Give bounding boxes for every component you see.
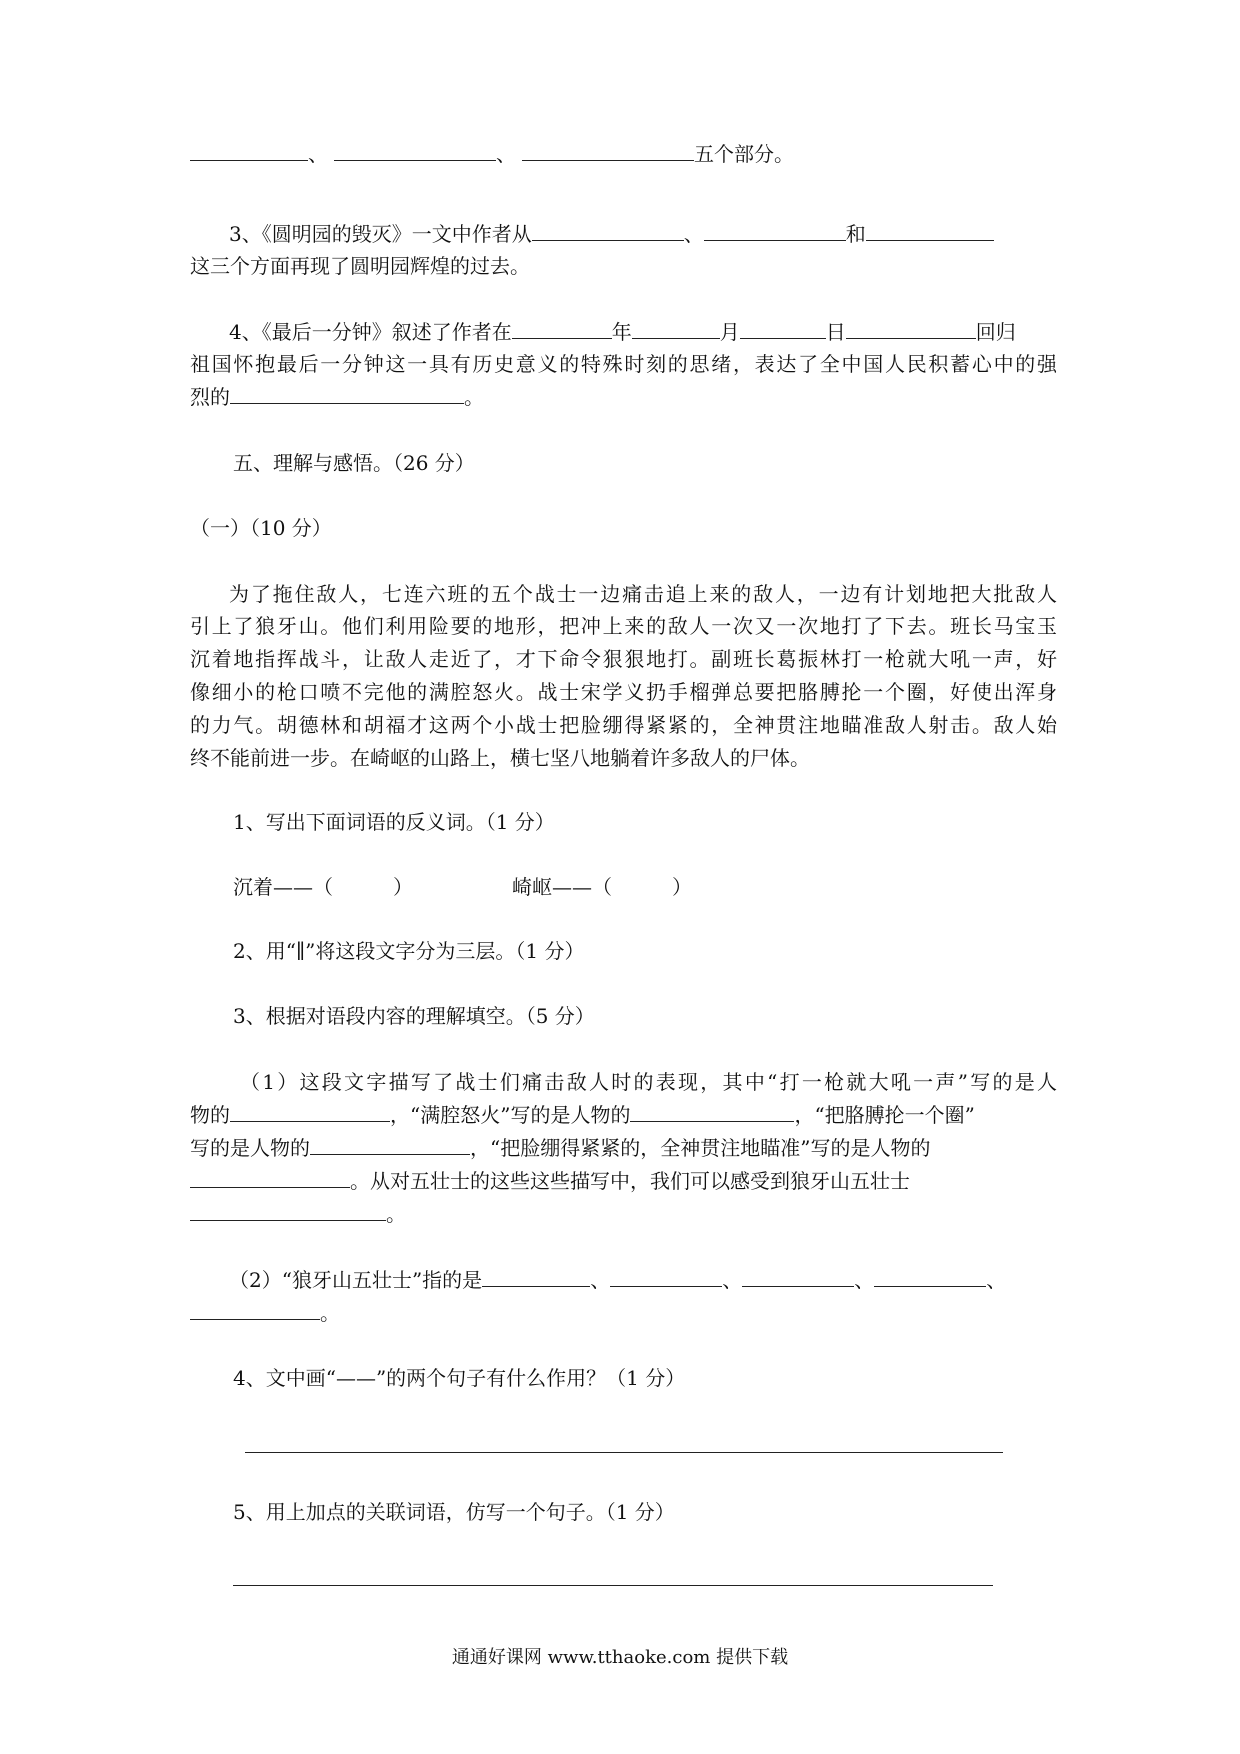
q4-line-1	[229, 316, 1016, 348]
answer-blank[interactable]	[482, 1264, 590, 1287]
q4-line-3	[190, 381, 484, 413]
sq3-text: ，“把胳膊抡一个圈”	[794, 1103, 975, 1127]
separator: 、	[496, 142, 516, 166]
page-footer: 通通好课网 www.tthaoke.com 提供下载	[451, 1647, 789, 1668]
part-heading: （一）（10 分）	[190, 516, 332, 540]
separator: 、	[722, 1268, 743, 1292]
sq3-text: （2）“狼牙山五壮士”指的是	[229, 1268, 483, 1292]
subquestion-3: 3、根据对语段内容的理解填空。（5 分）	[233, 1004, 595, 1028]
q2-ending-text: 五个部分。	[694, 142, 794, 166]
answer-line[interactable]	[233, 1585, 993, 1586]
answer-blank[interactable]	[334, 138, 496, 161]
answer-blank[interactable]	[532, 218, 684, 241]
answer-blank[interactable]	[610, 1264, 722, 1287]
sq3-part1-line	[190, 1132, 930, 1164]
sq3-text: 。从对五壮士的这些这些描写中，我们可以感受到狼牙山五壮士	[350, 1169, 910, 1193]
q4-text: 4、《最后一分钟》叙述了作者在	[229, 320, 512, 344]
answer-blank[interactable]	[866, 218, 994, 241]
sq3-text: 写的是人物的	[190, 1136, 310, 1160]
answer-blank[interactable]	[632, 316, 720, 339]
q3-text: 3、《圆明园的毁灭》一文中作者从	[229, 222, 532, 246]
separator: 、	[590, 1268, 611, 1292]
answer-blank[interactable]	[522, 138, 694, 161]
answer-blank[interactable]	[740, 316, 826, 339]
answer-blank[interactable]	[190, 1198, 386, 1221]
sq3-text: ，“满腔怒火”写的是人物的	[390, 1103, 631, 1127]
passage-line: 沉着地指挥战斗，让敌人走近了，才下命令狠狠地打。副班长葛振林打一枪就大吼一声，好	[190, 647, 1057, 671]
q4-line-2: 祖国怀抱最后一分钟这一具有历史意义的特殊时刻的思绪，表达了全中国人民积蓄心中的强	[190, 352, 1057, 376]
answer-blank[interactable]	[190, 1165, 350, 1188]
subquestion-2: 2、用“∥”将这段文字分为三层。（1 分）	[233, 939, 585, 963]
answer-blank[interactable]	[874, 1264, 986, 1287]
answer-blank[interactable]	[630, 1099, 794, 1122]
period: 。	[464, 385, 484, 409]
q3-line-2: 这三个方面再现了圆明园辉煌的过去。	[190, 254, 530, 278]
passage-line: 像细小的枪口喷不完他的满腔怒火。战士宋学义扔手榴弹总要把胳膊抡一个圈，好使出浑身	[190, 680, 1057, 704]
answer-blank[interactable]	[704, 218, 846, 241]
passage-line: 终不能前进一步。在崎岖的山路上，横七坚八地躺着许多敌人的尸体。	[190, 746, 810, 770]
month-label: 月	[719, 320, 740, 344]
answer-blank[interactable]	[742, 1264, 854, 1287]
passage-line: 为了拖住敌人，七连六班的五个战士一边痛击追上来的敌人，一边有计划地把大批敌人	[229, 582, 1057, 606]
subquestion-1: 1、写出下面词语的反义词。（1 分）	[233, 810, 555, 834]
section-heading: 五、理解与感悟。（26 分）	[233, 451, 475, 475]
sq3-part1-line	[190, 1165, 910, 1197]
subquestion-5: 5、用上加点的关联词语，仿写一个句子。（1 分）	[233, 1500, 675, 1524]
antonym-item[interactable]: 崎岖——（ ）	[512, 875, 692, 899]
year-label: 年	[611, 320, 632, 344]
answer-blank[interactable]	[310, 1132, 470, 1155]
separator: 和	[845, 222, 866, 246]
sq3-text: 物的	[190, 1103, 230, 1127]
q2-blanks-line	[190, 138, 794, 170]
separator: 、	[683, 222, 704, 246]
separator: 、	[854, 1268, 875, 1292]
period: 。	[386, 1202, 406, 1226]
sq3-part2-line	[190, 1297, 340, 1329]
antonym-item[interactable]: 沉着——（ ）	[233, 875, 413, 899]
separator: 、	[986, 1268, 1007, 1292]
sq3-part1-line	[190, 1198, 406, 1230]
answer-blank[interactable]	[230, 381, 464, 404]
sq3-part2-line	[229, 1264, 1006, 1296]
answer-blank[interactable]	[512, 316, 612, 339]
q4-text: 回归	[975, 320, 1016, 344]
q4-text: 烈的	[190, 385, 230, 409]
answer-blank[interactable]	[190, 1297, 320, 1320]
subquestion-4: 4、文中画“——”的两个句子有什么作用？（1 分）	[233, 1366, 686, 1390]
separator: 、	[308, 142, 328, 166]
day-label: 日	[825, 320, 846, 344]
answer-blank[interactable]	[230, 1099, 390, 1122]
answer-blank[interactable]	[190, 138, 308, 161]
q3-line-1	[229, 218, 994, 250]
passage-line: 的力气。胡德林和胡福才这两个小战士把脸绷得紧紧的，全神贯注地瞄准敌人射击。敌人始	[190, 713, 1057, 737]
answer-line[interactable]	[245, 1452, 1003, 1453]
period: 。	[320, 1301, 340, 1325]
sq3-part1-line	[190, 1099, 975, 1131]
answer-blank[interactable]	[846, 316, 976, 339]
passage-line: 引上了狼牙山。他们利用险要的地形，把冲上来的敌人一次又一次地打了下去。班长马宝玉	[190, 614, 1057, 638]
sq3-part1-line: （1）这段文字描写了战士们痛击敌人时的表现，其中“打一枪就大吼一声”写的是人	[240, 1070, 1057, 1094]
sq3-text: ，“把脸绷得紧紧的，全神贯注地瞄准”写的是人物的	[470, 1136, 931, 1160]
